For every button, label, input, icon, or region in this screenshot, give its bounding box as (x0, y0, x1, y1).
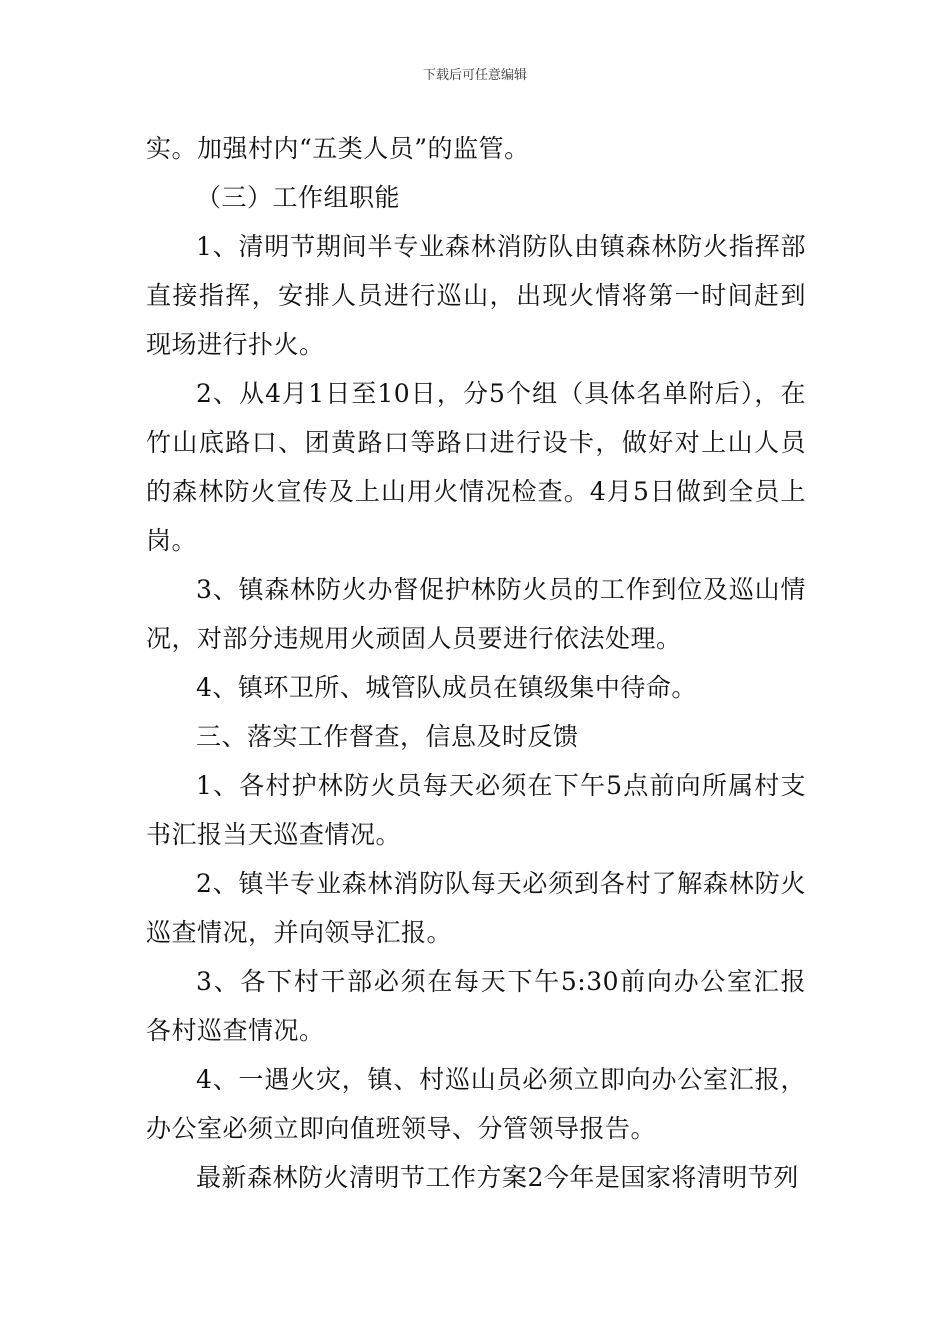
paragraph-12: 最新森林防火清明节工作方案2今年是国家将清明节列 (196, 1163, 799, 1192)
paragraph-9: 2、镇半专业森林消防队每天必须到各村了解森林防火巡查情况，并向领导汇报。 (146, 869, 806, 947)
paragraph-2: （三）工作组职能 (196, 183, 401, 212)
paragraph-1: 实。加强村内“五类人员”的监管。 (146, 134, 530, 163)
paragraph-10: 3、各下村干部必须在每天下午5:30前向办公室汇报各村巡查情况。 (146, 967, 806, 1045)
paragraph-8: 1、各村护林防火员每天必须在下午5点前向所属村支书汇报当天巡查情况。 (146, 771, 806, 849)
paragraph-6: 4、镇环卫所、城管队成员在镇级集中待命。 (196, 673, 697, 702)
paragraph-7: 三、落实工作督查，信息及时反馈 (196, 722, 579, 751)
document-body (146, 124, 806, 1202)
page-header-note: 下载后可任意编辑 (422, 68, 527, 83)
paragraph-3: 1、清明节期间半专业森林消防队由镇森林防火指挥部直接指挥，安排人员进行巡山，出现火情将第一时间赶到现场进行扑火。 (146, 232, 806, 359)
paragraph-11: 4、一遇火灾，镇、村巡山员必须立即向办公室汇报，办公室必须立即向值班领导、分管领导报告。 (146, 1065, 806, 1143)
paragraph-5: 3、镇森林防火办督促护林防火员的工作到位及巡山情况，对部分违规用火顽固人员要进行依法处理。 (146, 575, 806, 653)
paragraph-4: 2、从4月1日至10日，分5个组（具体名单附后），在竹山底路口、团黄路口等路口进行设卡，做好对上山人员的森林防火宣传及上山用火情况检查。4月5日做到全员上岗。 (146, 379, 806, 555)
